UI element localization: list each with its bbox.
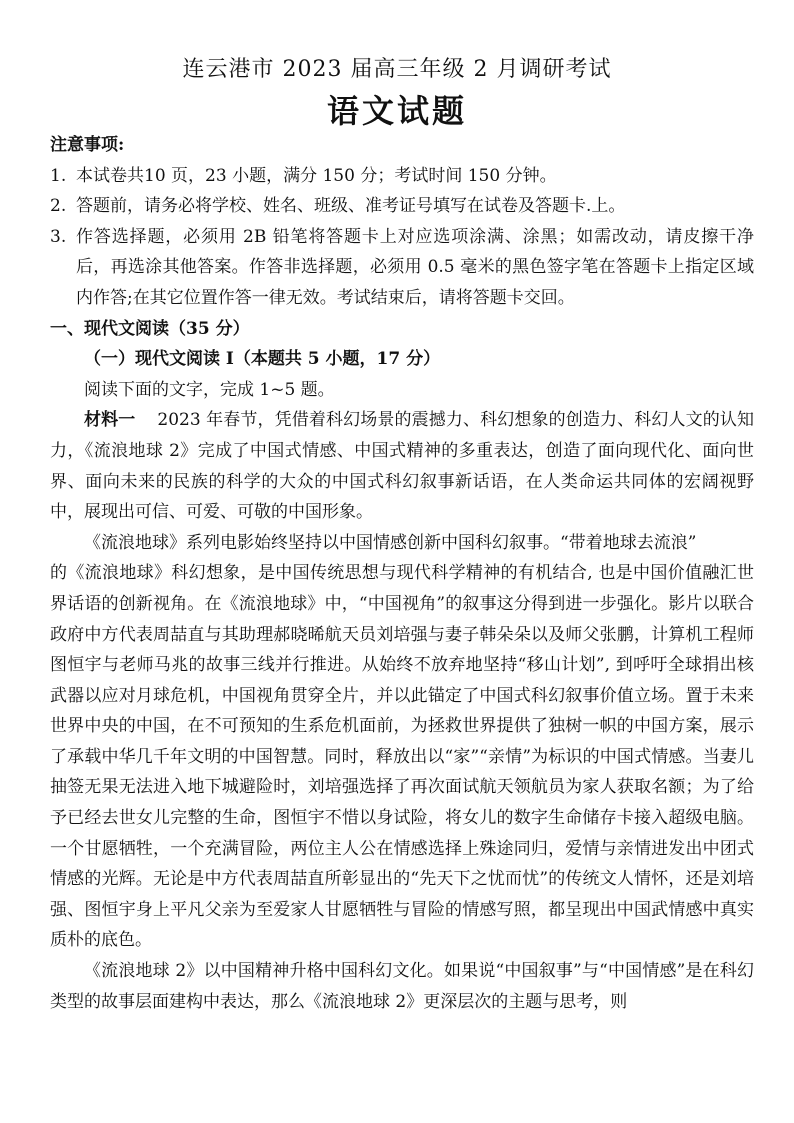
notice-item-number: 2. (50, 196, 67, 217)
material-paragraph: 的《流浪地球》科幻想象，是中国传统思想与现代科学精神的有机结合, 也是中国价值融汇世界话语的创新视角。在《流浪地球》中，“中国视角”的叙事这分得到进一步强化。影片以联合政府中方代表周喆直与其助理郝晓晞航天员刘培强与妻子韩朵朵以及师父张鹏，计算机工程师图恒宇与老师马兆的故事三线并行推进。从始终不放弃地坚持“移山计划”, 到呼吁全球捐出核武器以应对月球危机，中国视角贯穿全片，并以此锚定了中国式科幻叙事价值立场。置于未来世界中央的中国，在不可预知的生系危机面前，为拯救世界提供了独树一帜的中国方案，展示了承载中华几千年文明的中国智慧。同时，释放出以“家”“亲情”为标识的中国式情感。当妻儿抽签无果无法进入地下城避险时，刘培强选择了再次面试航天领航员为家人获取名额；为了给予已经去世女儿完整的生命，图恒宇不惜以身试险，将女儿的数字生命储存卡接入超级电脑。一个甘愿牺牲，一个充满冒险，两位主人公在情感选择上殊途同归，爱情与亲情进发出中团式情感的光辉。无论是中方代表周喆直所彰显出的“先天下之忧而忧”的传统文人情怀，还是刘培强、图恒宇身上平凡父亲为至爱家人甘愿牺牲与冒险的情感写照，都呈现出中国武情感中真实质朴的底色。 (50, 563, 754, 951)
notice-item-text: 本试卷共10 页，23 小题，满分 150 分；考试时间 150 分钟。 (76, 165, 557, 186)
document-body (50, 130, 754, 1017)
notice-item-text: 答题前，请务必将学校、姓名、班级、准考证号填写在试卷及答题卡.上。 (76, 196, 626, 217)
material-paragraph: 《流浪地球 2》以中国精神升格中国科幻文化。如果说“中国叙事”与“中国情感”是在科幻类型的故事层面建构中表达，那么《流浪地球 2》更深层次的主题与思考，则 (50, 961, 754, 1012)
subject-title: 语文试题 (326, 92, 467, 130)
subsection-heading: （一）现代文阅读 I（本题共 5 小题，17 分） (84, 349, 441, 370)
notice-item-number: 3. (50, 226, 67, 247)
reading-instruction: 阅读下面的文字，完成 1~5 题。 (84, 379, 335, 400)
notice-item-text: 作答选择题，必须用 2B 铅笔将答题卡上对应选项涂满、涂黑；如需改动，请皮擦干净后，再选涂其他答案。作答非选择题，必须用 0.5 毫米的黑色签字笔在答题卡上指定区域内作答;在其它位置作答一律无效。考试结束后，请将答题卡交回。 (76, 226, 754, 308)
notice-item (50, 161, 754, 192)
section-heading: 一、现代文阅读（35 分） (50, 318, 250, 339)
notice-item (50, 222, 754, 314)
material-label: 材料一 (84, 410, 136, 431)
exam-title: 连云港市 2023 届高三年级 2 月调研考试 (182, 57, 612, 82)
notice-item-number: 1. (50, 165, 67, 186)
notice-heading: 注意事项: (50, 135, 125, 155)
material-paragraph: 《流浪地球》系列电影始终坚持以中国情感创新中国科幻叙事。“带着地球去流浪” (84, 532, 697, 553)
paragraph-text: 2023 年春节，凭借着科幻场景的震撼力、科幻想象的创造力、科幻人文的认知力，《流浪地球 2》完成了中国式情感、中国式精神的多重表达，创造了面向现代化、面向世界、面向未来的民族的科学的大众的中国式科幻叙事新话语，在人类命运共同体的宏阔视野中，展现出可信、可爱、可敬的中国形象。 (50, 410, 754, 523)
material-paragraph (50, 405, 754, 527)
notice-item (50, 191, 754, 222)
